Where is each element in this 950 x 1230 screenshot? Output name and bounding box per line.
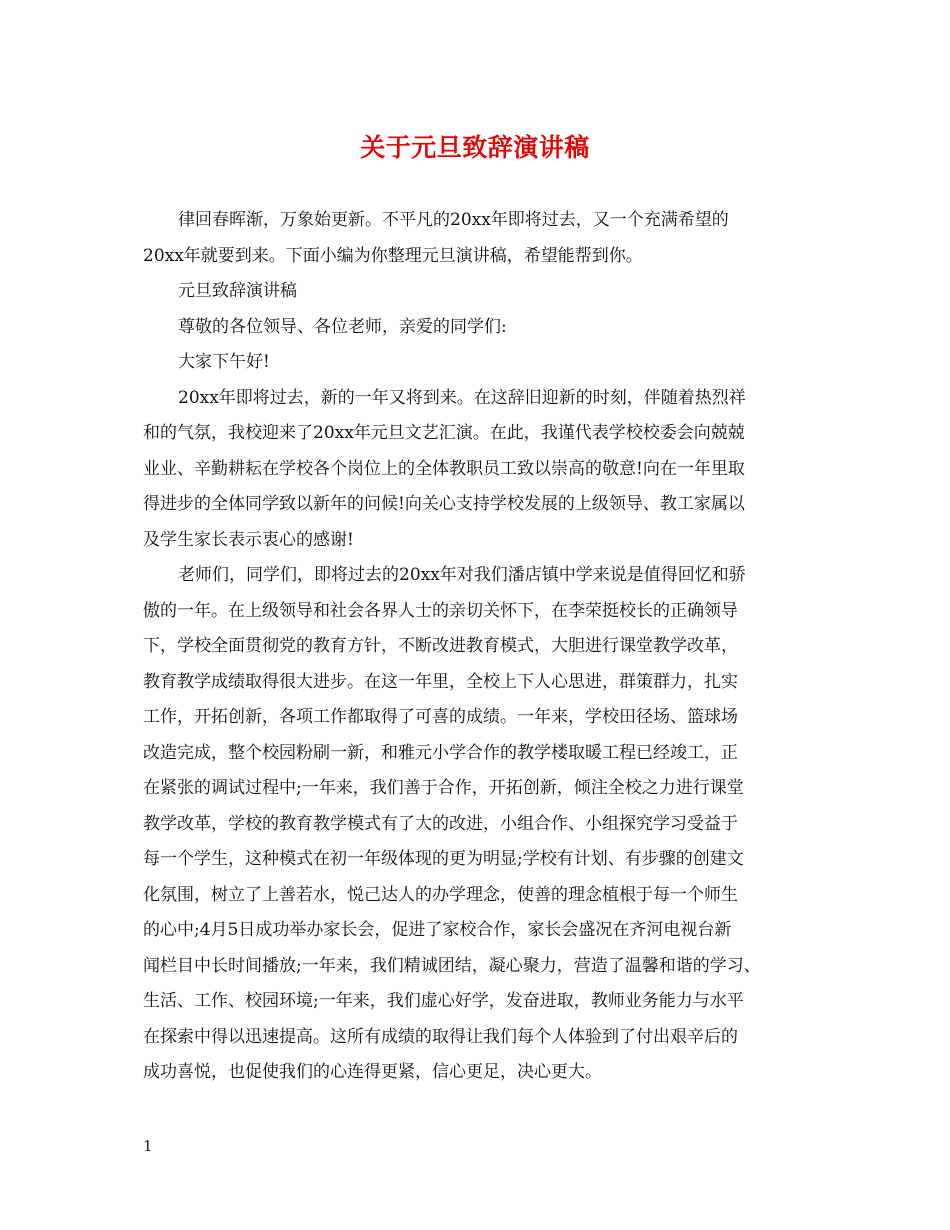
text-line: 元旦致辞演讲稿 (178, 281, 297, 301)
text-line: 工作，开拓创新，各项工作都取得了可喜的成绩。一年来，学校田径场、篮球场 (143, 707, 738, 727)
text-line: 在紧张的调试过程中;一年来，我们善于合作，开拓创新，倾注全校之力进行课堂 (143, 778, 744, 798)
page-number: 1 (143, 1137, 153, 1155)
text-line: 大家下午好! (178, 352, 270, 372)
text-line: 教学改革，学校的教育教学模式有了大的改进，小组合作、小组探究学习受益于 (143, 813, 738, 834)
text-line: 业业、辛勤耕耘在学校各个岗位上的全体教职员工致以崇高的敬意!向在一年里取 (143, 458, 745, 479)
paragraph (143, 558, 811, 1091)
text-line: 得进步的全体同学致以新年的问候!向关心支持学校发展的上级领导、教工家属以 (143, 494, 745, 514)
paragraph (143, 381, 811, 559)
text-line: 生活、工作、校园环境;一年来，我们虚心好学，发奋进取，教师业务能力与水平 (143, 991, 744, 1011)
text-line: 教育教学成绩取得很大进步。在这一年里，全校上下人心思进，群策群力，扎实 (143, 671, 738, 692)
paragraph (143, 310, 811, 346)
text-line: 每一个学生，这种模式在初一年级体现的更为明显;学校有计划、有步骤的创建文 (143, 849, 744, 869)
text-line: 傲的一年。在上级领导和社会各界人士的亲切关怀下，在李荣挺校长的正确领导 (143, 600, 738, 621)
paragraph (143, 274, 811, 310)
text-line: 及学生家长表示衷心的感谢! (143, 529, 354, 550)
text-line: 20xx年即将过去，新的一年又将到来。在这辞旧迎新的时刻，伴随着热烈祥 (178, 387, 746, 408)
text-line: 化氛围，树立了上善若水，悦己达人的办学理念，使善的理念植根于每一个师生 (143, 884, 738, 905)
text-line: 老师们，同学们，即将过去的20xx年对我们潘店镇中学来说是值得回忆和骄 (178, 565, 746, 585)
text-line: 尊敬的各位领导、各位老师，亲爱的同学们: (178, 316, 507, 337)
text-line: 律回春晖渐，万象始更新。不平凡的20xx年即将过去，又一个充满希望的 (178, 210, 729, 230)
text-line: 下，学校全面贯彻党的教育方针，不断改进教育模式，大胆进行课堂教学改革， (143, 636, 738, 656)
paragraph (143, 345, 811, 381)
document-body (143, 203, 811, 1091)
text-line: 成功喜悦，也促使我们的心连得更紧，信心更足，决心更大。 (143, 1062, 602, 1082)
text-line: 在探索中得以迅速提高。这所有成绩的取得让我们每个人体验到了付出艰辛后的 (143, 1026, 738, 1047)
text-line: 改造完成，整个校园粉刷一新，和雅元小学合作的教学楼取暖工程已经竣工，正 (143, 742, 738, 763)
text-line: 闻栏目中长时间播放;一年来，我们精诚团结，凝心聚力，营造了温馨和谐的学习、 (143, 955, 761, 976)
text-line: 的心中;4月5日成功举办家长会，促进了家校合作，家长会盛况在齐河电视台新 (143, 920, 732, 940)
document-title: 关于元旦致辞演讲稿 (360, 133, 590, 162)
text-line: 20xx年就要到来。下面小编为你整理元旦演讲稿，希望能帮到你。 (143, 245, 643, 266)
text-line: 和的气氛，我校迎来了20xx年元旦文艺汇演。在此，我谨代表学校校委会向兢兢 (143, 423, 745, 443)
paragraph (143, 203, 811, 274)
